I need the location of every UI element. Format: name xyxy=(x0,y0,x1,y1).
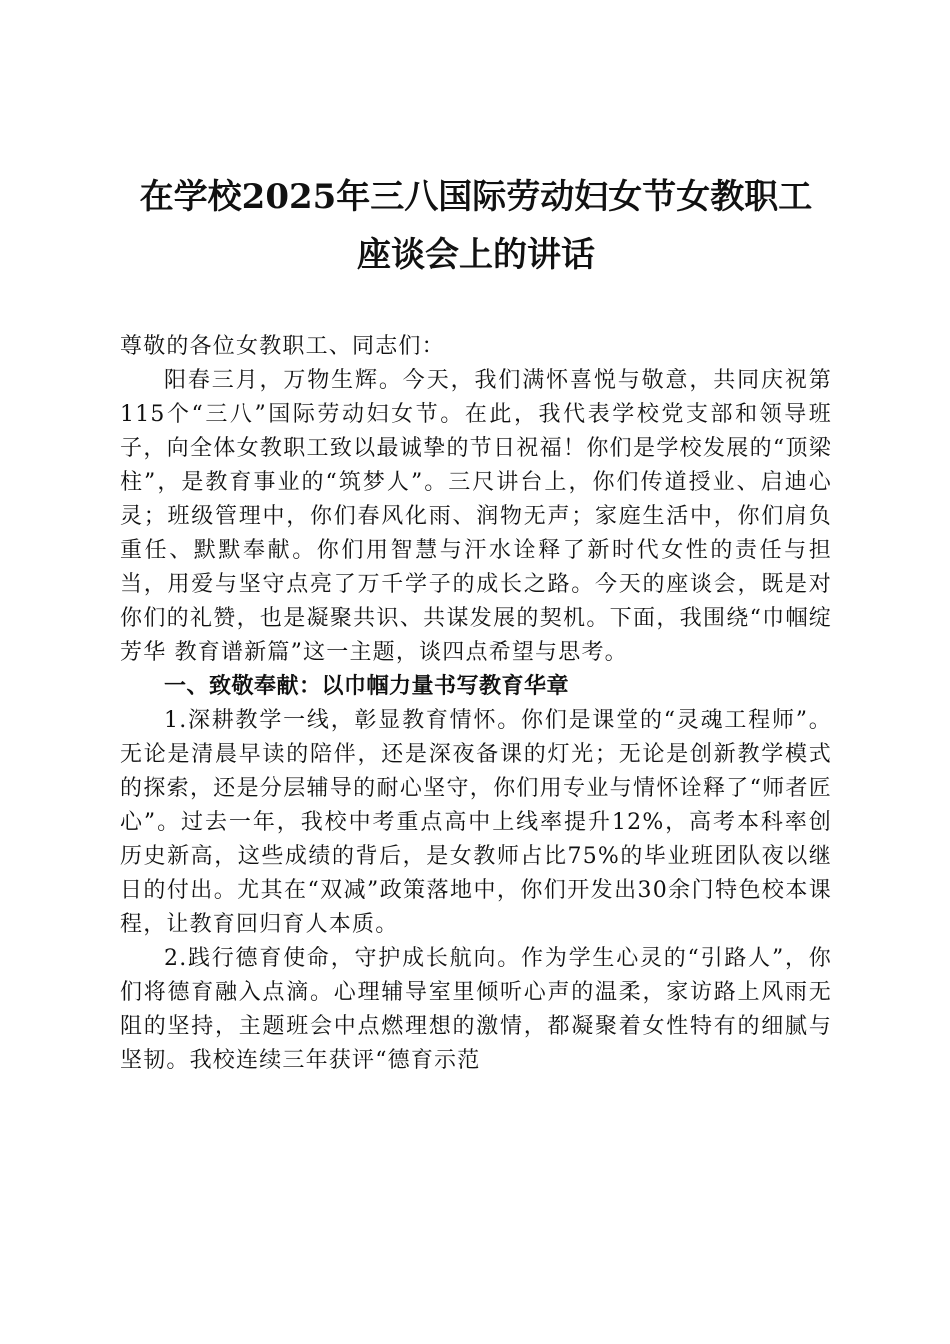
title-line-2: 座谈会上的讲话 xyxy=(357,235,595,275)
document-page xyxy=(120,168,832,1078)
opening-paragraph: 阳春三月，万物生辉。今天，我们满怀喜悦与敬意，共同庆祝第115个“三八”国际劳动妇女节。在此，我代表学校党支部和领导班子，向全体女教职工致以最诚挚的节日祝福！你们是学校发展的“顶梁柱”，是教育事业的“筑梦人”。三尺讲台上，你们传道授业、启迪心灵；班级管理中，你们春风化雨、润物无声；家庭生活中，你们肩负重任、默默奉献。你们用智慧与汗水诠释了新时代女性的责任与担当，用爱与坚守点亮了万千学子的成长之路。今天的座谈会，既是对你们的礼赞，也是凝聚共识、共谋发展的契机。下面，我围绕“巾帼绽芳华 教育谱新篇”这一主题，谈四点希望与思考。 xyxy=(120,368,832,665)
section-heading-1: 一、致敬奉献：以巾帼力量书写教育华章 xyxy=(164,674,570,699)
section1-paragraph-1: 1.深耕教学一线，彰显教育情怀。你们是课堂的“灵魂工程师”。无论是清晨早读的陪伴，还是深夜备课的灯光；无论是创新教学模式的探索，还是分层辅导的耐心坚守，你们用专业与情怀诠释了“师者匠心”。过去一年，我校中考重点高中上线率提升12%，高考本科率创历史新高，这些成绩的背后，是女教师占比75%的毕业班团队夜以继日的付出。尤其在“双减”政策落地中，你们开发出30余门特色校本课程，让教育回归育人本质。 xyxy=(120,708,832,937)
title-line-1: 在学校2025年三八国际劳动妇女节女教职工 xyxy=(139,177,813,217)
document-title xyxy=(120,168,832,284)
salutation: 尊敬的各位女教职工、同志们： xyxy=(120,334,445,359)
section1-paragraph-2: 2.践行德育使命，守护成长航向。作为学生心灵的“引路人”，你们将德育融入点滴。心理辅导室里倾听心声的温柔，家访路上风雨无阻的坚持，主题班会中点燃理想的激情，都凝聚着女性特有的细腻与坚韧。我校连续三年获评“德育示范 xyxy=(120,946,832,1073)
document-body xyxy=(120,330,832,1078)
